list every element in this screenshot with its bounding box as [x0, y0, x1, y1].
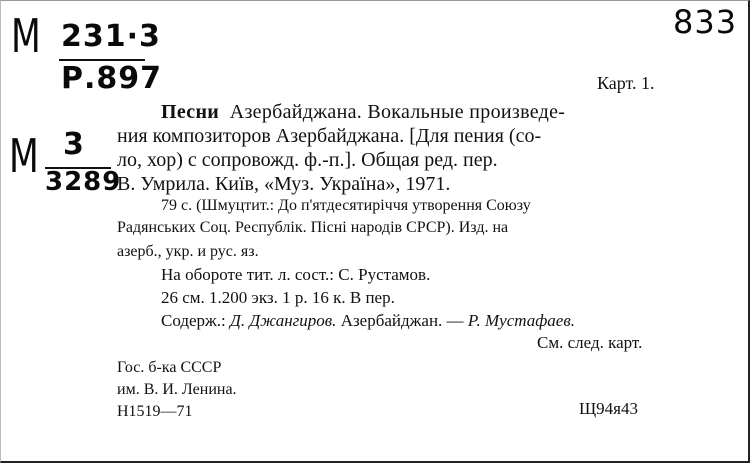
entry-line-2: ния композиторов Азербайджана. [Для пения (со- — [117, 125, 542, 147]
code-right: Щ94я43 — [579, 399, 638, 418]
card-number-handwritten: 833 — [673, 3, 738, 41]
entry-line-9: 26 см. 1.200 экз. 1 р. 16 к. В пер. — [161, 288, 395, 307]
code-left: Н1519—71 — [117, 403, 193, 420]
library-name-2: им. В. И. Ленина. — [117, 381, 237, 398]
call-number-primary-bottom: Р.897 — [61, 61, 163, 96]
contents-author-2: Р. Мустафаев. — [467, 311, 575, 330]
entry-line-6: Радянських Соц. Республік. Пісні народів СРСР). Изд. на — [117, 219, 509, 236]
contents-work-1: Азербайджан. — — [340, 311, 464, 330]
entry-line-1 — [161, 101, 565, 124]
entry-line-5: 79 с. (Шмуцтит.: До п'ятдесятиріччя утворення Союзу — [161, 197, 531, 214]
entry-line-4: В. Умрила. Київ, «Муз. Україна», 1971. — [117, 173, 451, 195]
entry-line-7: азерб., укр. и рус. яз. — [117, 243, 259, 260]
card-label: Карт. 1. — [597, 73, 655, 93]
entry-title: Песни — [161, 101, 220, 123]
library-name-1: Гос. б-ка СССР — [117, 359, 222, 376]
call-number-secondary-top: 3 — [63, 127, 85, 162]
call-number-secondary-bottom: 3289 — [45, 167, 122, 197]
entry-line-11: См. след. карт. — [537, 333, 643, 352]
contents-author-1: Д. Джангиров. — [230, 311, 337, 330]
entry-line-10 — [161, 311, 575, 331]
call-number-primary-top: 231·3 — [61, 19, 161, 54]
entry-line-8: На обороте тит. л. сост.: С. Рустамов. — [161, 265, 431, 284]
call-letter-secondary: М — [9, 129, 40, 183]
entry-line-1-text: Азербайджана. Вокальные произведе- — [229, 101, 566, 123]
entry-line-3: ло, хор) с сопровожд. ф.-п.]. Общая ред. пер. — [117, 149, 498, 171]
call-letter-primary: М — [11, 9, 42, 63]
contents-label: Содерж.: — [161, 311, 226, 330]
